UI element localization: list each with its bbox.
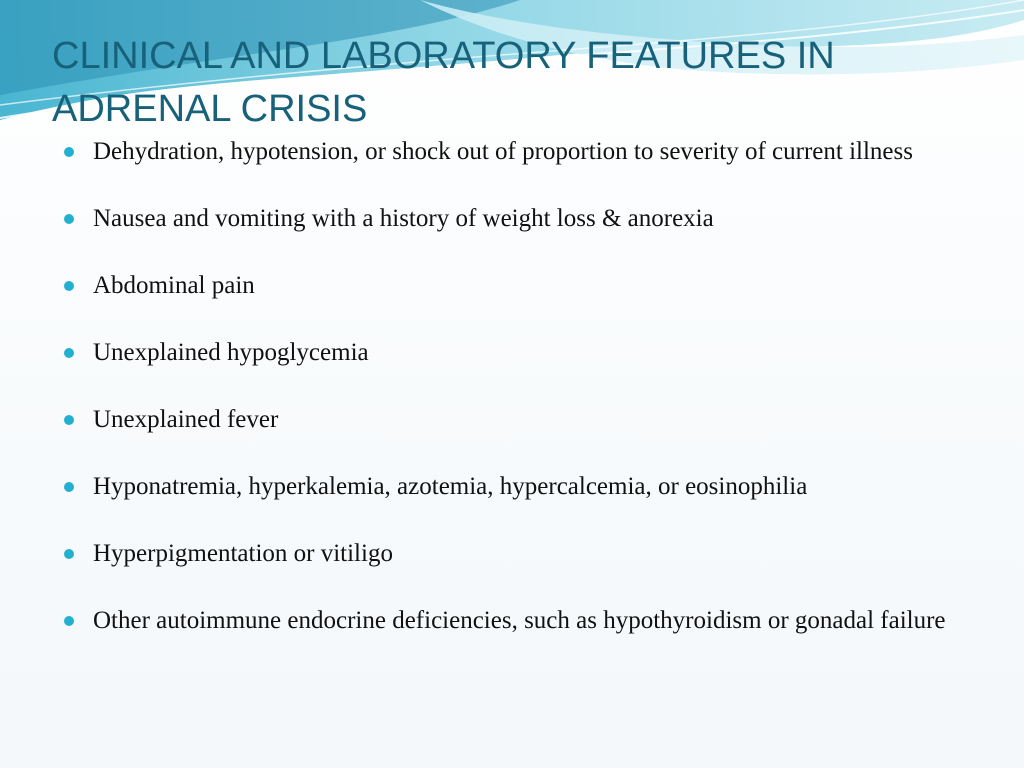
bullet-dot-icon <box>64 549 74 559</box>
bullet-text: Unexplained fever <box>93 406 279 433</box>
bullet-item-hyperpigmentation <box>64 540 984 567</box>
bullet-item-hypoglycemia <box>64 339 984 366</box>
bullet-dot-icon <box>64 482 74 492</box>
bullet-dot-icon <box>64 214 74 224</box>
bullet-item-autoimmune <box>64 607 984 634</box>
bullet-dot-icon <box>64 281 74 291</box>
bullet-text: Hyponatremia, hyperkalemia, azotemia, hypercalcemia, or eosinophilia <box>93 473 808 500</box>
bullet-text: Hyperpigmentation or vitiligo <box>93 540 393 567</box>
bullet-dot-icon <box>64 415 74 425</box>
bullet-text: Abdominal pain <box>93 272 255 299</box>
bullet-item-fever <box>64 406 984 433</box>
feature-bullet-list <box>64 138 984 674</box>
bullet-text: Other autoimmune endocrine deficiencies, such as hypothyroidism or gonadal failure <box>93 607 946 634</box>
title-line-1: CLINICAL AND LABORATORY FEATURES IN <box>52 35 835 77</box>
bullet-dot-icon <box>64 147 74 157</box>
bullet-item-abdominal-pain <box>64 272 984 299</box>
title-line-2: ADRENAL CRISIS <box>52 88 368 130</box>
bullet-dot-icon <box>64 348 74 358</box>
bullet-item-electrolytes <box>64 473 984 500</box>
bullet-item-dehydration <box>64 138 984 165</box>
bullet-text: Nausea and vomiting with a history of weight loss & anorexia <box>93 205 714 232</box>
bullet-item-nausea <box>64 205 984 232</box>
bullet-text: Unexplained hypoglycemia <box>93 339 369 366</box>
bullet-text: Dehydration, hypotension, or shock out of proportion to severity of current illness <box>93 138 913 165</box>
slide-title <box>52 30 952 136</box>
bullet-dot-icon <box>64 616 74 626</box>
